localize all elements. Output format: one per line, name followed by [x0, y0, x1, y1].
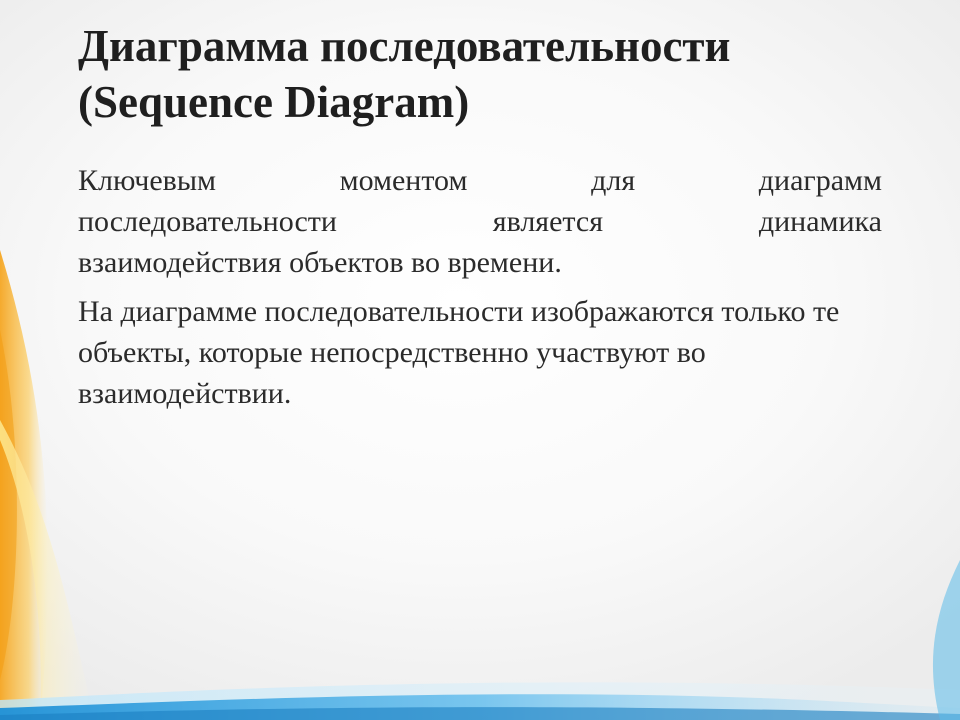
word: последовательности	[78, 205, 337, 238]
paragraph-2: На диаграмме последовательности изображаются только те объекты, которые непосредственно участвуют во взаимодействии.	[78, 295, 840, 410]
slide-title-line-1: Диаграмма последовательности	[78, 21, 731, 71]
slide-body	[78, 160, 882, 422]
paragraph-1-line-2	[78, 201, 882, 242]
paragraph-1-line-3: взаимодействия объектов во времени.	[78, 246, 562, 279]
word: моментом	[339, 164, 468, 197]
slide-title-line-2: (Sequence Diagram)	[78, 77, 470, 127]
slide-title	[78, 18, 898, 130]
word: динамика	[758, 205, 882, 238]
paragraph-1	[78, 160, 882, 283]
word: диаграмм	[758, 164, 882, 197]
word: Ключевым	[78, 164, 216, 197]
word: для	[591, 164, 636, 197]
word: является	[492, 205, 604, 238]
paragraph-1-line-1	[78, 160, 882, 201]
